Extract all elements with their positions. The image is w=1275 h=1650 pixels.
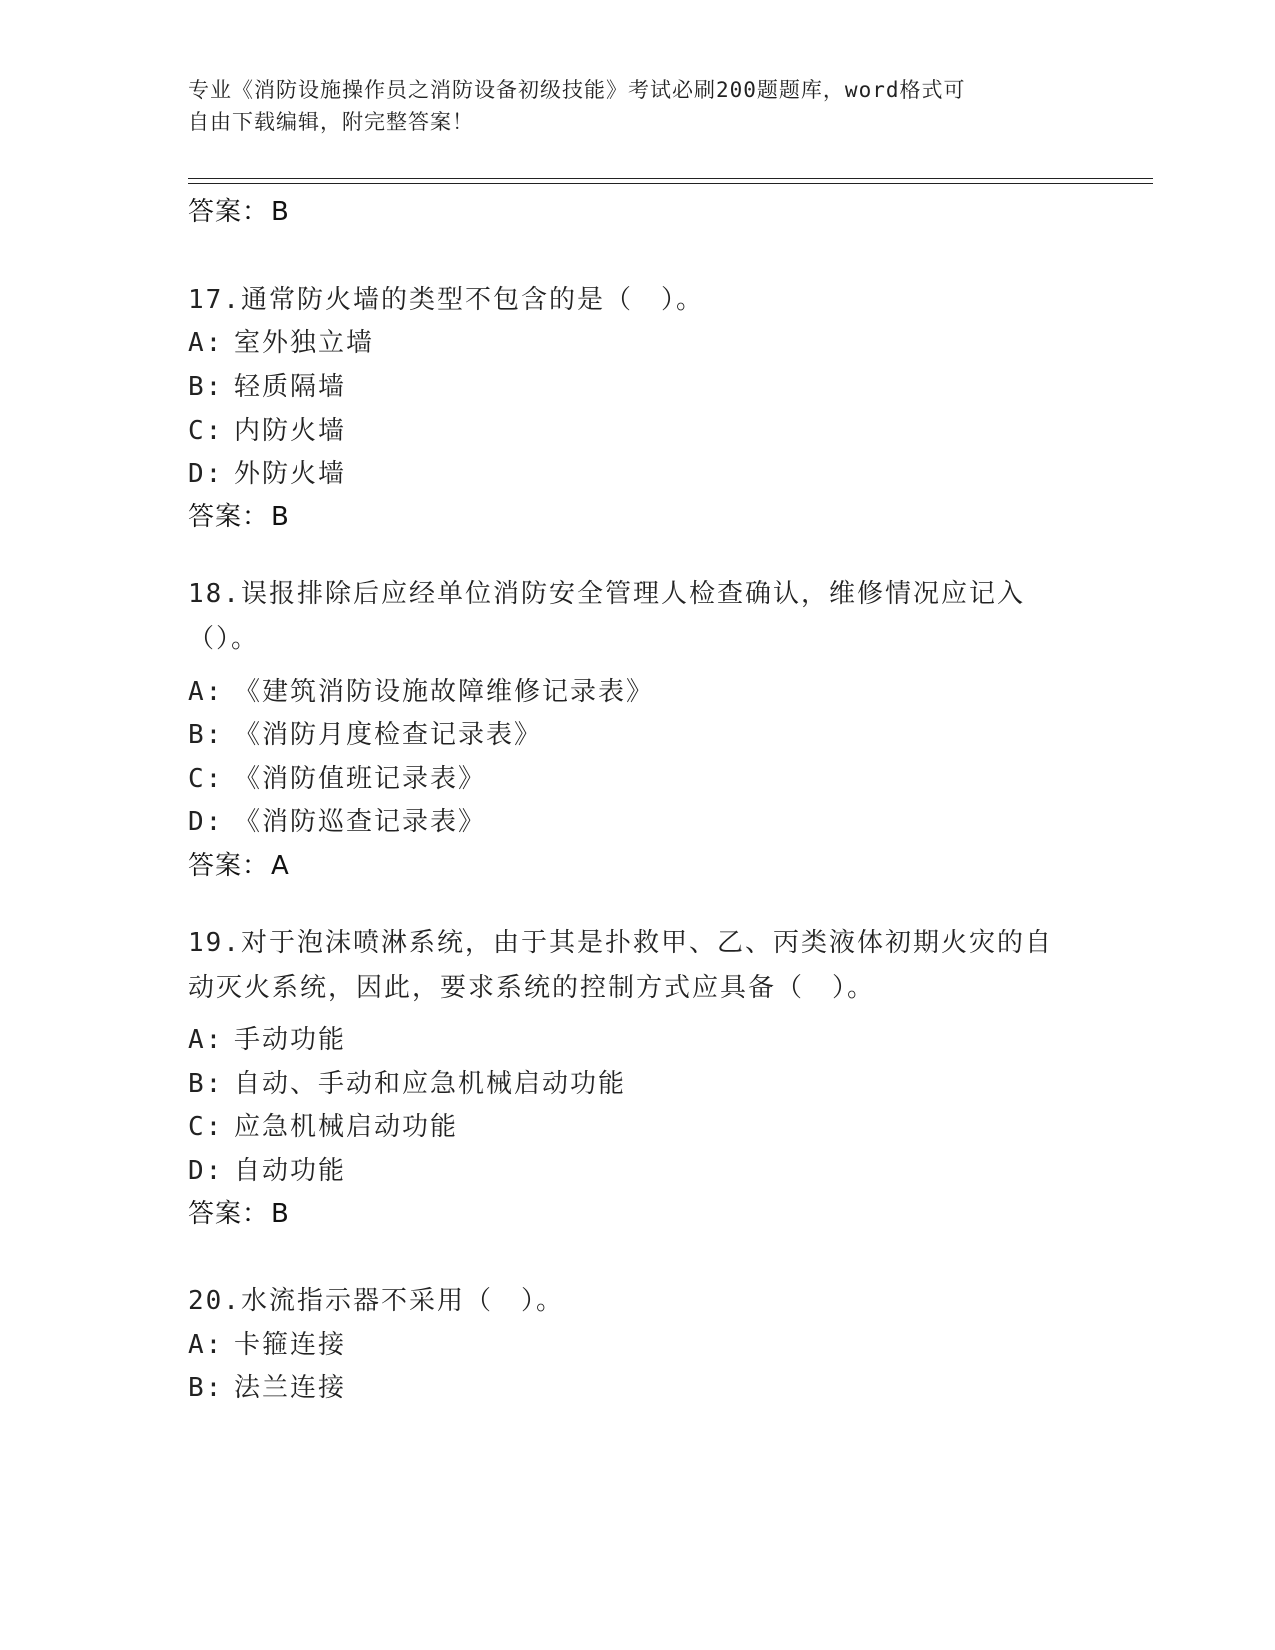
option-d (188, 1150, 346, 1187)
option-text: 《消防巡查记录表》 (234, 807, 487, 837)
option-a (188, 1019, 346, 1056)
option-text: 《建筑消防设施故障维修记录表》 (234, 677, 655, 707)
option-label: A: (188, 328, 224, 358)
option-label: D: (188, 807, 224, 837)
option-text: 自动功能 (234, 1156, 347, 1186)
answer-label: 答案： (188, 1199, 270, 1229)
header-line-2: 自由下载编辑，附完整答案！ (188, 110, 474, 134)
answer-line (188, 191, 290, 228)
option-label: D: (188, 1156, 224, 1186)
option-text: 《消防月度检查记录表》 (234, 720, 543, 750)
option-label: D: (188, 459, 224, 489)
header-line-1: 专业《消防设施操作员之消防设备初级技能》考试必刷200题题库，word格式可 (188, 78, 966, 102)
answer-line (188, 496, 290, 533)
option-text: 内防火墙 (234, 416, 347, 446)
option-c (188, 1106, 458, 1143)
answer-label: 答案： (188, 851, 270, 881)
option-label: A: (188, 677, 224, 707)
answer-label: 答案： (188, 502, 270, 532)
answer-value: B (271, 502, 290, 532)
question-stem: 19.对于泡沫喷淋系统，由于其是扑救甲、乙、丙类液体初期火灾的自动灭火系统，因此，要求系统的控制方式应具备（ ）。 (188, 928, 1053, 1003)
option-text: 外防火墙 (234, 459, 347, 489)
option-text: 自动、手动和应急机械启动功能 (234, 1069, 627, 1099)
header-divider (188, 178, 1153, 179)
header-divider (188, 183, 1153, 184)
question-stem: 20.水流指示器不采用（ ）。 (188, 1286, 564, 1316)
option-c (188, 410, 346, 447)
option-text: 卡箍连接 (234, 1330, 347, 1360)
option-label: B: (188, 372, 224, 402)
option-label: B: (188, 720, 224, 750)
option-text: 室外独立墙 (234, 328, 375, 358)
answer-label: 答案： (188, 197, 270, 227)
answer-line (188, 1193, 290, 1230)
answer-value: B (271, 197, 290, 227)
option-d (188, 453, 346, 490)
option-label: A: (188, 1025, 224, 1055)
option-d (188, 801, 486, 838)
option-label: B: (188, 1069, 224, 1099)
document-header (188, 74, 1068, 138)
answer-line (188, 845, 290, 882)
option-text: 《消防值班记录表》 (234, 764, 487, 794)
option-label: B: (188, 1373, 224, 1403)
option-text: 手动功能 (234, 1025, 347, 1055)
option-label: C: (188, 1112, 224, 1142)
option-b (188, 366, 346, 403)
option-text: 轻质隔墙 (234, 372, 347, 402)
option-b (188, 714, 542, 751)
option-a (188, 1324, 346, 1361)
option-a (188, 322, 374, 359)
option-a (188, 671, 654, 708)
answer-value: A (271, 851, 290, 881)
question-stem: 17.通常防火墙的类型不包含的是（ ）。 (188, 285, 704, 315)
question-stem: 18.误报排除后应经单位消防安全管理人检查确认，维修情况应记入（）。 (188, 579, 1025, 654)
option-text: 应急机械启动功能 (234, 1112, 459, 1142)
option-label: C: (188, 416, 224, 446)
option-label: C: (188, 764, 224, 794)
option-text: 法兰连接 (234, 1373, 347, 1403)
option-b (188, 1063, 626, 1100)
option-c (188, 758, 486, 795)
answer-value: B (271, 1199, 290, 1229)
option-b (188, 1367, 346, 1404)
option-label: A: (188, 1330, 224, 1360)
